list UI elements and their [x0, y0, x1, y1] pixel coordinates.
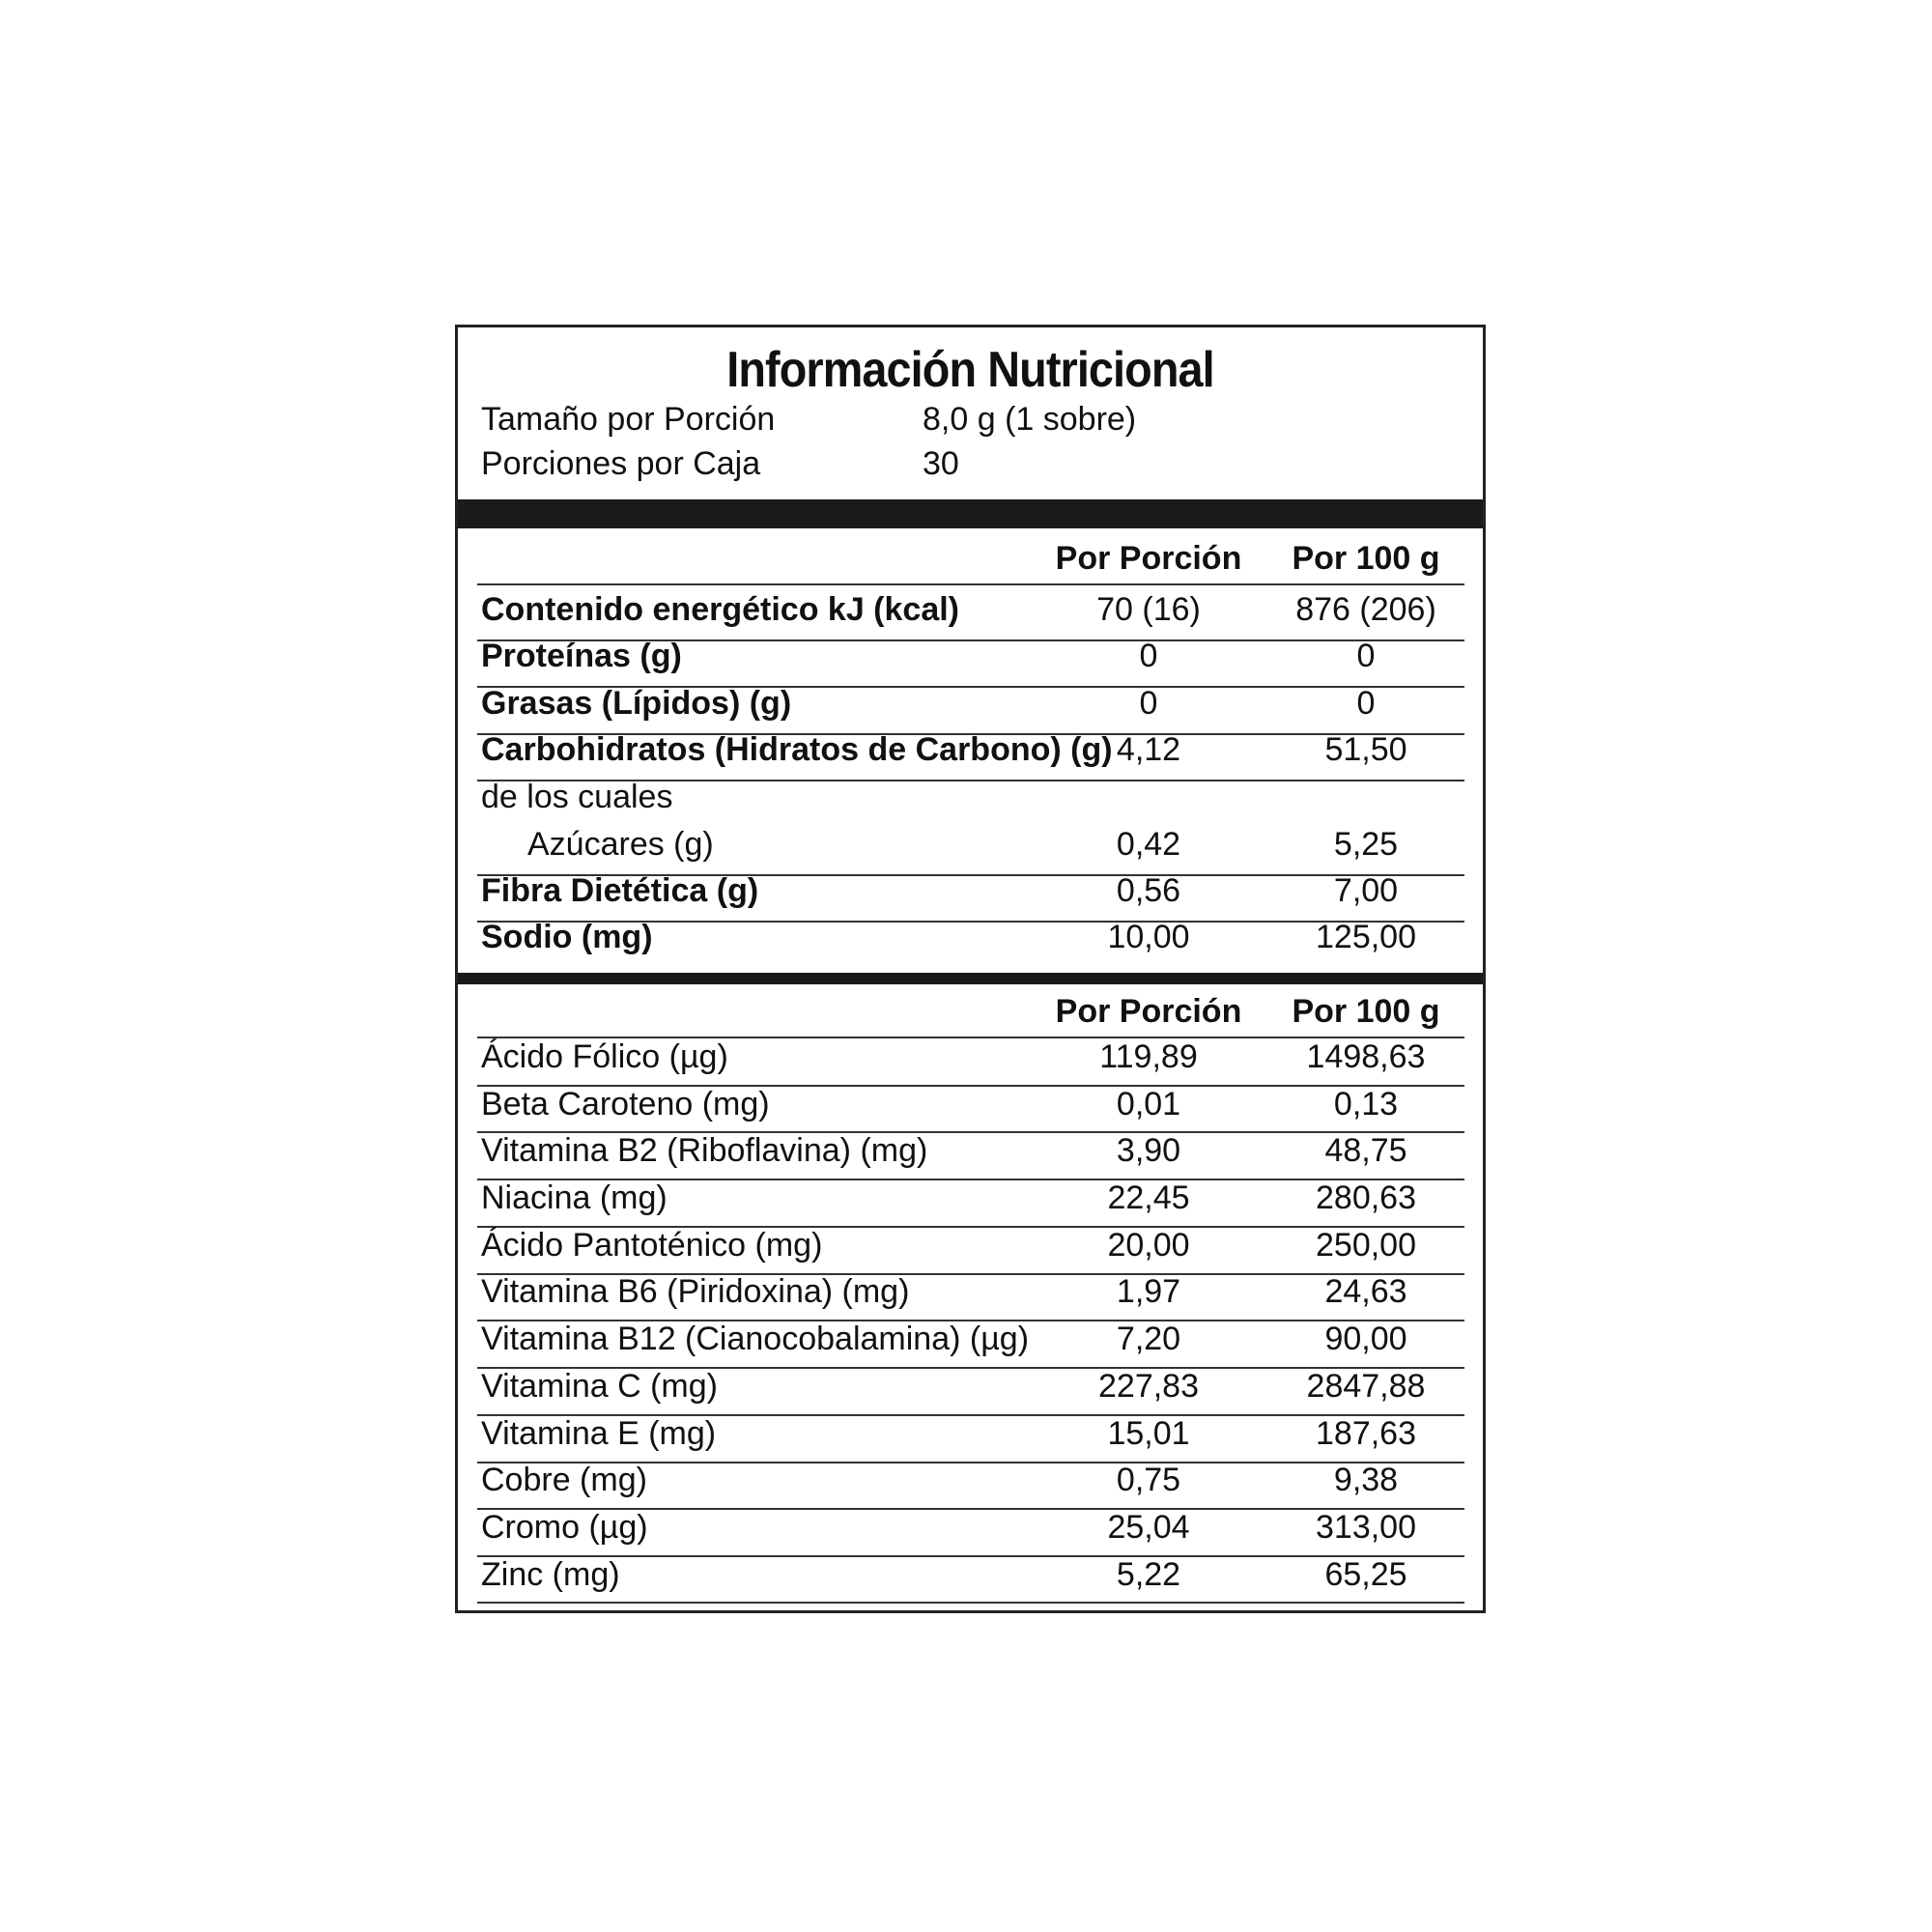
micro-row-vitamin-c: [481, 1368, 1468, 1414]
header-divider: [477, 583, 1464, 585]
section-divider-thick: [458, 499, 1483, 528]
row-value-per-100g: 1498,63: [1306, 1038, 1426, 1075]
row-value-per-portion: 227,83: [1098, 1368, 1199, 1405]
macro-row-carbohydrates: [481, 731, 1468, 778]
row-label: Cromo (µg): [481, 1509, 648, 1546]
row-value-per-100g: 51,50: [1324, 731, 1407, 768]
serving-size-label: Tamaño por Porción: [481, 401, 776, 438]
row-label: Beta Caroteno (mg): [481, 1086, 770, 1122]
row-value-per-portion: 25,04: [1107, 1509, 1190, 1546]
row-value-per-portion: 0: [1139, 685, 1158, 722]
row-value-per-portion: 0,01: [1116, 1086, 1181, 1122]
micro-row-vitamin-e: [481, 1415, 1468, 1462]
row-label: Vitamina B2 (Riboflavina) (mg): [481, 1132, 928, 1169]
row-label: Vitamina C (mg): [481, 1368, 718, 1405]
macro-row-of-which: [481, 779, 1468, 825]
row-value-per-100g: 5,25: [1333, 826, 1399, 863]
row-label: Vitamina B6 (Piridoxina) (mg): [481, 1273, 910, 1310]
row-value-per-100g: 280,63: [1316, 1179, 1416, 1216]
row-value-per-100g: 187,63: [1316, 1415, 1416, 1452]
row-value-per-100g: 0: [1356, 638, 1376, 674]
row-label: Ácido Fólico (µg): [481, 1038, 728, 1075]
row-label: Zinc (mg): [481, 1556, 620, 1593]
micro-row-vitamin-b12: [481, 1321, 1468, 1367]
row-label: Proteínas (g): [481, 638, 682, 674]
row-value-per-100g: 7,00: [1333, 872, 1399, 909]
nutrition-facts-panel: [455, 325, 1486, 1613]
micro-row-chromium: [481, 1509, 1468, 1555]
row-value-per-portion: 7,20: [1116, 1321, 1181, 1357]
micro-row-copper: [481, 1462, 1468, 1508]
row-label: Cobre (mg): [481, 1462, 647, 1498]
row-divider: [477, 1602, 1464, 1604]
row-value-per-portion: 15,01: [1107, 1415, 1190, 1452]
row-label: Carbohidratos (Hidratos de Carbono) (g): [481, 731, 1113, 768]
row-label: Azúcares (g): [527, 826, 714, 863]
serving-size-value: 8,0 g (1 sobre): [923, 401, 1137, 438]
macro-row-protein: [481, 638, 1468, 684]
row-value-per-portion: 0,56: [1116, 872, 1181, 909]
macro-row-fat: [481, 685, 1468, 731]
header-per-portion: Por Porción: [1055, 993, 1242, 1030]
macro-row-energy: [481, 591, 1468, 638]
row-label: Sodio (mg): [481, 919, 653, 955]
micro-row-folic-acid: [481, 1038, 1468, 1085]
row-value-per-portion: 5,22: [1116, 1556, 1181, 1593]
row-value-per-100g: 250,00: [1316, 1227, 1416, 1264]
micro-row-niacin: [481, 1179, 1468, 1226]
row-value-per-100g: 0: [1356, 685, 1376, 722]
row-label: Grasas (Lípidos) (g): [481, 685, 792, 722]
panel-title: Información Nutricional: [726, 342, 1214, 398]
row-value-per-100g: 125,00: [1316, 919, 1416, 955]
macro-row-sodium: [481, 919, 1468, 965]
servings-per-box-value: 30: [923, 445, 959, 482]
micro-row-vitamin-b6: [481, 1273, 1468, 1320]
row-value-per-portion: 3,90: [1116, 1132, 1181, 1169]
header-per-100g: Por 100 g: [1292, 993, 1440, 1030]
row-value-per-100g: 65,25: [1324, 1556, 1407, 1593]
micro-row-pantothenic-acid: [481, 1227, 1468, 1273]
row-value-per-100g: 90,00: [1324, 1321, 1407, 1357]
row-label: Contenido energético kJ (kcal): [481, 591, 959, 628]
row-label: de los cuales: [481, 779, 673, 815]
row-value-per-100g: 48,75: [1324, 1132, 1407, 1169]
row-value-per-portion: 70 (16): [1096, 591, 1201, 628]
servings-per-box-label: Porciones por Caja: [481, 445, 761, 482]
row-label: Niacina (mg): [481, 1179, 668, 1216]
section-divider-medium: [458, 973, 1483, 984]
header-per-portion: Por Porción: [1055, 540, 1242, 577]
micro-row-beta-carotene: [481, 1086, 1468, 1132]
row-value-per-100g: 876 (206): [1295, 591, 1436, 628]
row-value-per-portion: 10,00: [1107, 919, 1190, 955]
header-per-100g: Por 100 g: [1292, 540, 1440, 577]
row-value-per-portion: 20,00: [1107, 1227, 1190, 1264]
row-value-per-100g: 9,38: [1333, 1462, 1399, 1498]
row-value-per-portion: 119,89: [1099, 1038, 1198, 1075]
row-value-per-100g: 24,63: [1324, 1273, 1407, 1310]
macro-row-sugars: [481, 826, 1468, 872]
row-label: Vitamina E (mg): [481, 1415, 717, 1452]
row-value-per-portion: 22,45: [1107, 1179, 1190, 1216]
row-value-per-100g: 0,13: [1333, 1086, 1399, 1122]
micro-row-vitamin-b2: [481, 1132, 1468, 1179]
row-label: Fibra Dietética (g): [481, 872, 759, 909]
row-value-per-portion: 0,75: [1116, 1462, 1181, 1498]
row-value-per-100g: 2847,88: [1306, 1368, 1426, 1405]
row-value-per-portion: 4,12: [1116, 731, 1181, 768]
row-label: Ácido Pantoténico (mg): [481, 1227, 823, 1264]
macro-row-fiber: [481, 872, 1468, 919]
row-value-per-portion: 0,42: [1116, 826, 1181, 863]
row-label: Vitamina B12 (Cianocobalamina) (µg): [481, 1321, 1030, 1357]
row-value-per-100g: 313,00: [1316, 1509, 1416, 1546]
row-value-per-portion: 0: [1139, 638, 1158, 674]
row-value-per-portion: 1,97: [1116, 1273, 1181, 1310]
micro-row-zinc: [481, 1556, 1468, 1603]
